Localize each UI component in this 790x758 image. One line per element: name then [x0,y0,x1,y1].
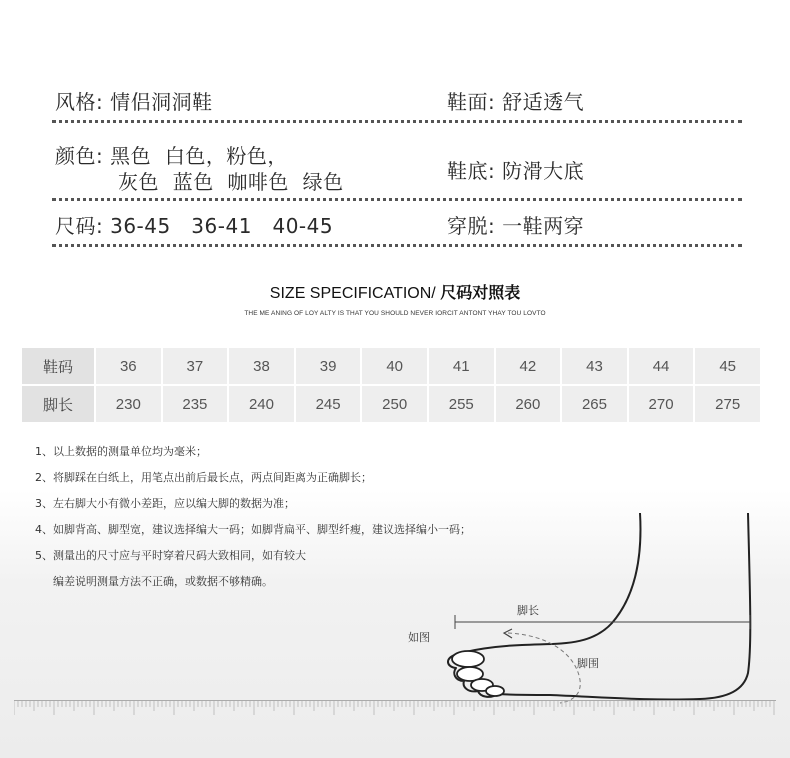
size-cell: 36 [96,348,161,384]
color-value-line1: 黑色 白色，粉色， [110,144,288,168]
size-spec-title-en: SIZE SPECIFICATION/ [269,285,441,302]
wear-label: 穿脱: [447,214,496,238]
length-cell: 235 [163,386,228,422]
length-cell: 255 [429,386,494,422]
size-cell: 43 [562,348,627,384]
color-attribute [55,140,288,169]
size-attribute [55,210,333,239]
wear-attribute [447,210,584,239]
length-cell: 245 [296,386,361,422]
dotted-divider [52,198,742,201]
toe [452,651,484,667]
length-row-header: 脚长 [22,386,94,422]
note-item: 编差说明测量方法不正确，或数据不够精确。 [53,575,273,588]
size-cell: 42 [496,348,561,384]
size-row-header: 鞋码 [22,348,94,384]
length-cell: 270 [629,386,694,422]
size-label: 尺码: [55,214,104,238]
size-spec-subtitle: THE ME ANING OF LOY ALTY IS THAT YOU SHOULD NEVER IORCIT ANTONT YHAY TOU LOVTO [244,310,546,317]
size-value: 36-45 36-41 40-45 [110,214,334,238]
color-value-line2: 灰色 蓝色 咖啡色 绿色 [118,170,344,194]
size-row [22,348,760,384]
style-attribute [55,86,213,115]
girth-label: 脚围 [577,657,599,670]
wear-value: 一鞋两穿 [502,214,585,238]
size-cell: 41 [429,348,494,384]
size-spec-title-cn: 尺码对照表 [440,283,521,302]
size-cell: 44 [629,348,694,384]
note-item: 5、测量出的尺寸应与平时穿着尺码大致相同，如有较大 [35,549,306,562]
size-spec-title [0,280,790,303]
foot-illustration [400,505,780,715]
length-cell: 275 [695,386,760,422]
color-label: 颜色: [55,144,104,168]
ruler-ticks [14,701,774,715]
size-cell: 40 [362,348,427,384]
sole-label: 鞋底: [447,159,496,183]
upper-attribute [447,86,584,115]
sole-value: 防滑大底 [502,159,585,183]
dotted-divider [52,120,742,123]
foot-length-label: 脚长 [517,604,539,617]
dotted-divider [52,244,742,247]
size-table [20,346,762,424]
length-cell: 260 [496,386,561,422]
size-cell: 38 [229,348,294,384]
length-cell: 265 [562,386,627,422]
note-item: 4、如脚背高、脚型宽，建议选择编大一码；如脚背扁平、脚型纤瘦，建议选择编小一码； [35,523,471,536]
size-cell: 45 [695,348,760,384]
size-cell: 37 [163,348,228,384]
size-cell: 39 [296,348,361,384]
upper-value: 舒适透气 [502,90,585,114]
length-cell: 240 [229,386,294,422]
style-label: 风格: [55,90,104,114]
length-row [22,386,760,422]
length-cell: 250 [362,386,427,422]
style-value: 情侣洞洞鞋 [110,90,213,114]
foot-outline [448,513,750,700]
ruler [14,700,776,718]
toe [486,686,504,696]
length-cell: 230 [96,386,161,422]
upper-label: 鞋面: [447,90,496,114]
note-item: 1、以上数据的测量单位均为毫米； [35,445,207,458]
sole-attribute [447,155,584,184]
example-label: 如图 [408,631,430,644]
note-item: 2、将脚踩在白纸上，用笔点出前后最长点，两点间距离为正确脚长； [35,471,372,484]
note-item: 3、左右脚大小有微小差距，应以编大脚的数据为准； [35,497,295,510]
